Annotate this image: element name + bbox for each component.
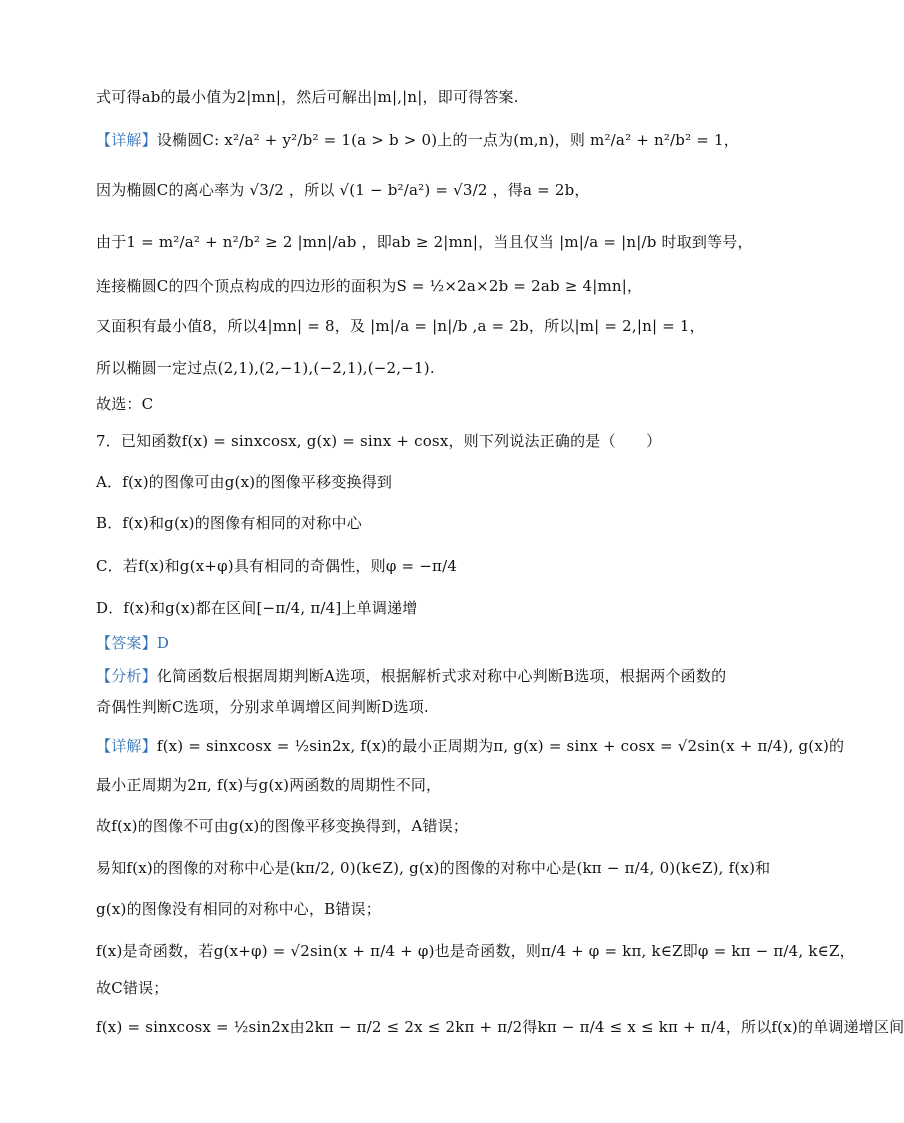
- option-d: D．f(x)和g(x)都在区间[−π/4, π/4]上单调递增: [96, 599, 418, 617]
- text-line-5: 连接椭圆C的四个顶点构成的四边形的面积为S = ½×2a×2b = 2ab ≥ 4|mn|，: [96, 277, 643, 295]
- option-c: C．若f(x)和g(x+φ)具有相同的奇偶性，则φ = −π/4: [96, 557, 458, 575]
- analysis-line-2: 奇偶性判断C选项，分别求单调增区间判断D选项.: [96, 698, 429, 716]
- detail-line-5: g(x)的图像没有相同的对称中心，B错误；: [96, 900, 381, 918]
- section-label: 【详解】: [96, 737, 157, 755]
- text-line-8: 故选：C: [96, 395, 154, 413]
- text-line-6: 又面积有最小值8，所以4|mn| = 8，及 |m|/a = |n|/b ,a = 2b，所以|m| = 2,|n| = 1，: [96, 317, 705, 335]
- text-line-7: 所以椭圆一定过点(2,1),(2,−1),(−2,1),(−2,−1).: [96, 359, 435, 377]
- option-a: A．f(x)的图像可由g(x)的图像平移变换得到: [96, 473, 393, 491]
- detail-line-3: 故f(x)的图像不可由g(x)的图像平移变换得到，A错误；: [96, 817, 469, 835]
- detail-line-2: 最小正周期为2π, f(x)与g(x)两函数的周期性不同，: [96, 776, 442, 794]
- text-line-3: 因为椭圆C的离心率为 √3/2 ，所以 √(1 − b²/a²) = √3/2 ，得a = 2b，: [96, 181, 590, 199]
- detail-line-7: 故C错误；: [96, 979, 169, 997]
- option-b: B．f(x)和g(x)的图像有相同的对称中心: [96, 514, 362, 532]
- detail-line-4: 易知f(x)的图像的对称中心是(kπ/2, 0)(k∈Z), g(x)的图像的对称中心是(kπ − π/4, 0)(k∈Z), f(x)和: [96, 859, 771, 877]
- detail-line-8: f(x) = sinxcosx = ½sin2x由2kπ − π/2 ≤ 2x ≤ 2kπ + π/2得kπ − π/4 ≤ x ≤ kπ + π/4，所以f(x)的单调递增区间: [96, 1018, 904, 1036]
- text-line-4: 由于1 = m²/a² + n²/b² ≥ 2 |mn|/ab ，即ab ≥ 2|mn|，当且仅当 |m|/a = |n|/b 时取到等号，: [96, 233, 753, 251]
- text-line-1: 式可得ab的最小值为2|mn|，然后可解出|m|,|n|，即可得答案.: [96, 88, 519, 106]
- text-line-2: 【详解】设椭圆C: x²/a² + y²/b² = 1(a > b > 0)上的一点为(m,n)，则 m²/a² + n²/b² = 1，: [96, 131, 739, 149]
- section-label: 【分析】: [96, 667, 157, 685]
- section-label: 【答案】: [96, 634, 157, 652]
- answer-label: 【答案】D: [96, 634, 170, 652]
- analysis-line-1: 【分析】化简函数后根据周期判断A选项，根据解析式求对称中心判断B选项，根据两个函数的: [96, 667, 727, 685]
- section-label: 【详解】: [96, 131, 157, 149]
- detail-line-6: f(x)是奇函数，若g(x+φ) = √2sin(x + π/4 + φ)也是奇函数，则π/4 + φ = kπ, k∈Z即φ = kπ − π/4, k∈Z，: [96, 942, 855, 960]
- detail-line-1: 【详解】f(x) = sinxcosx = ½sin2x, f(x)的最小正周期为π, g(x) = sinx + cosx = √2sin(x + π/4), g(x)的: [96, 737, 845, 755]
- question-7-stem: 7．已知函数f(x) = sinxcosx, g(x) = sinx + cosx，则下列说法正确的是（ ）: [96, 432, 662, 450]
